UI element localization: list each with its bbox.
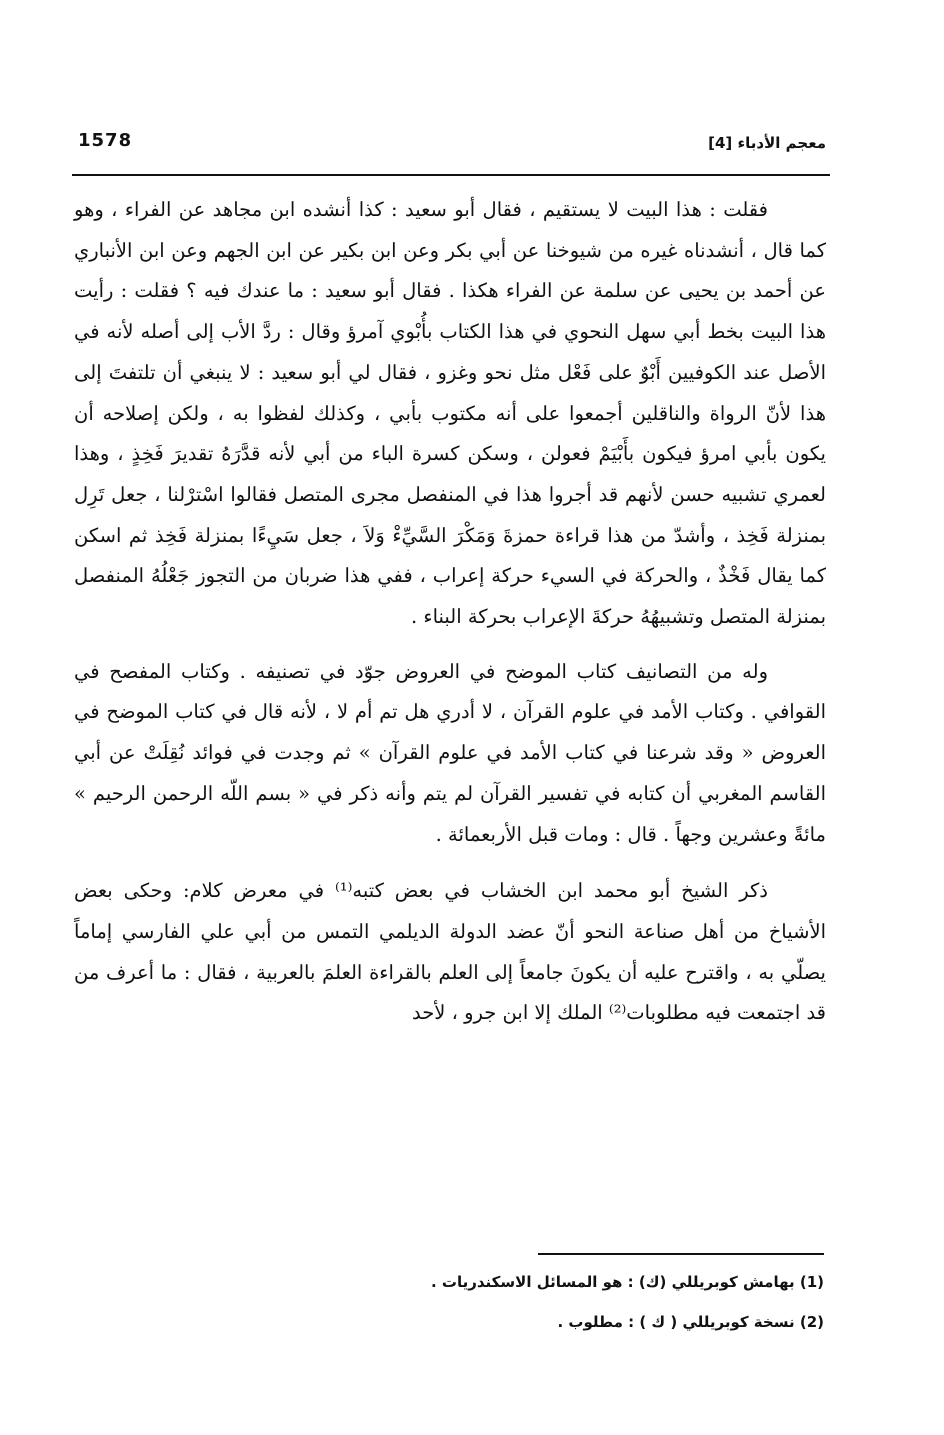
page-header: [72, 122, 830, 176]
footnotes: [300, 1262, 824, 1342]
main-text: [74, 190, 826, 1034]
paragraph-3: ذكر الشيخ أبو محمد ابن الخشاب في بعض كتبه⁽¹⁾ في معرض كلام: وحكى بعض الأشياخ من أهل صناعة النحو أنّ عضد الدولة الديلمي التمس من أبي علي الفارسي إماماً يصلّي به ، واقترح عليه أن يكونَ جامعاً إلى العلم بالقراءة العلمَ بالعربية ، فقال : ما أعرف من قد اجتمعت فيه مطلوبات⁽²⁾ الملك إلا ابن جرو ، لأحد: [74, 879, 826, 1025]
paragraph-1: فقلت : هذا البيت لا يستقيم ، فقال أبو سعيد : كذا أنشده ابن مجاهد عن الفراء ، وهو كما قال ، أنشدناه غيره من شيوخنا عن أبي بكر وعن ابن بكير عن ابن الجهم وعن ابن الأنباري عن أحمد بن يحيى عن سلمة عن الفراء هكذا . فقال أبو سعيد : ما عندك فيه ؟ فقلت : رأيت هذا البيت بخط أبي سهل النحوي في هذا الكتاب بأُبْوي آمرؤ وقال : ردَّ الأب إلى أصله لأنه في الأصل عند الكوفيين أَبْوٌ على فَعْل مثل نحو وغزو ، فقال لي أبو سعيد : لا ينبغي أن تلتفتَ إلى هذا لأنّ الرواة والناقلين أجمعوا على أنه مكتوب بأبي ، وكذلك لفظوا به ، ولكن إصلاحه أن يكون بأبي امرؤ فيكون بأَبْيَمْ فعولن ، وسكن كسرة الباء من أبي لأنه قدَّرَهُ تقديرَ فَخِذٍ ، وهذا لعمري تشبيه حسن لأنهم قد أجروا هذا في المنفصل مجرى المتصل فقالوا اسْترْلنا ، جعل تَرِل بمنزلة فَخِذ ، وأشدّ من هذا قراءة حمزةَ وَمَكْرَ السَّيِّءْ وَلاَ ، جعل سَيِءًا بمنزلة فَخِذ ثم اسكن كما يقال فَخْذٌ ، والحركة في السيء حركة إعراب ، ففي هذا ضربان من التجوز جَعْلُهُ المنفصل بمنزلة المتصل وتشبيهُهُ حركةَ الإعراب بحركة البناء .: [74, 198, 826, 629]
footnote-divider: [538, 1253, 824, 1255]
footnote-1: (1) بهامش كوبريللي (ك) : هو المسائل الاسكندريات .: [431, 1273, 824, 1291]
footnote-2: (2) نسخة كوبريللي ( ك ) : مطلوب .: [557, 1313, 824, 1331]
paragraph-2: وله من التصانيف كتاب الموضح في العروض جوّد في تصنيفه . وكتاب المفصح في القوافي . وكتاب الأمد في علوم القرآن ، لا أدري هل تم أم لا ، لأنه قال في كتاب الموضح في العروض « وقد شرعنا في كتاب الأمد في علوم القرآن » ثم وجدت في فوائد نُقِلَتْ عن أبي القاسم المغربي أن كتابه في تفسير القرآن لم يتم وأنه ذكر في « بسم اللّه الرحمن الرحيم » مائةً وعشرين وجهاً . قال : ومات قبل الأربعمائة .: [74, 659, 826, 846]
page-number: 1578: [78, 130, 133, 151]
running-head: معجم الأدباء [4]: [708, 134, 826, 152]
